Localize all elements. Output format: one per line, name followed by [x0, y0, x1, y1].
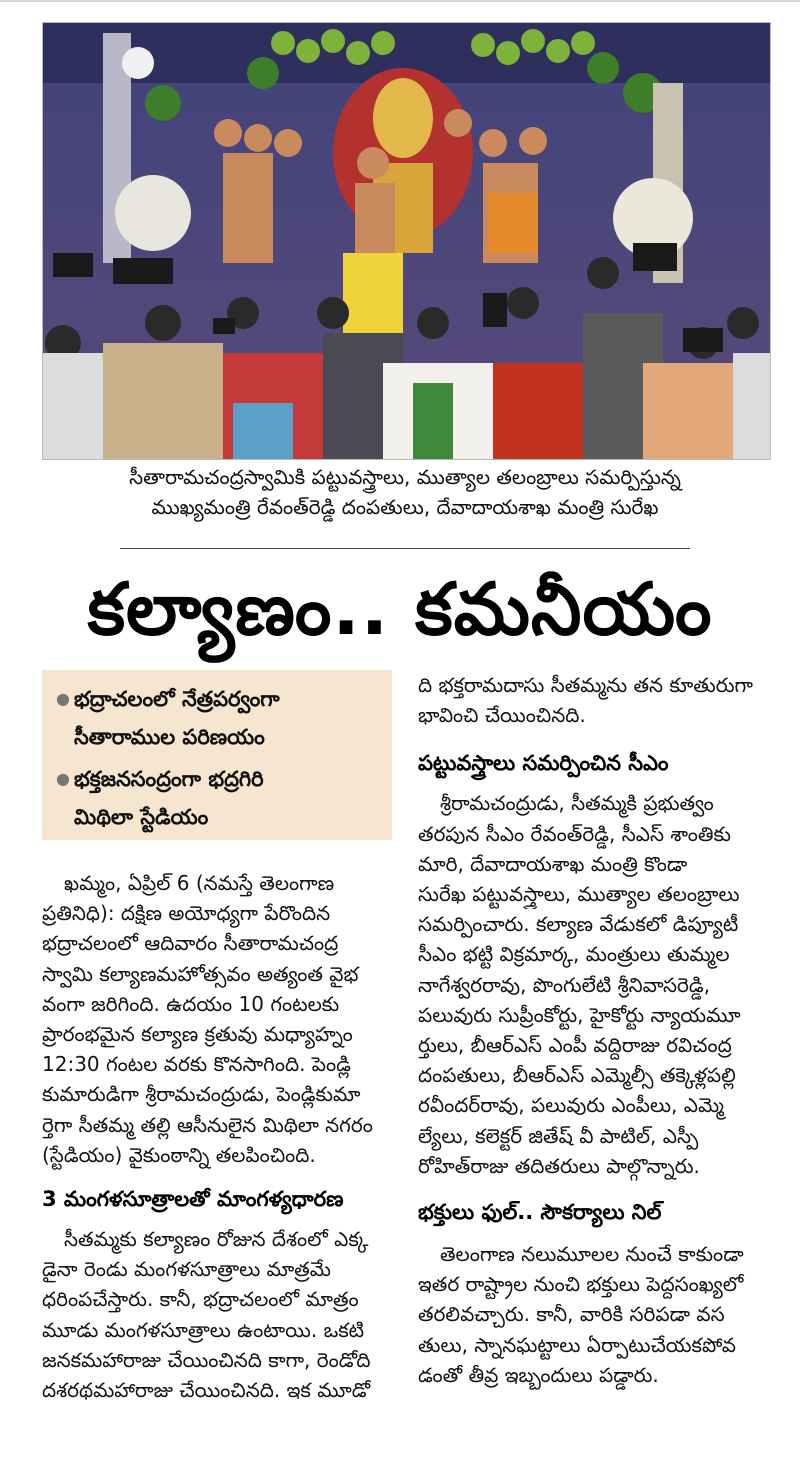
paragraph-3	[418, 788, 770, 1181]
highlight-line: భద్రాచలంలో నేత్రపర్వంగా	[74, 687, 280, 711]
bullet-icon: ●	[56, 769, 70, 788]
text-line: స్వామి కల్యాణమహోత్సవం అత్యంత వైభ	[42, 961, 359, 986]
text-line: నాగేశ్వరరావు, పొంగులేటి శ్రీనివాసరెడ్డి,	[418, 972, 711, 997]
text-line: మూడు మంగళసూత్రాలు ఉంటాయి. ఒకటి	[42, 1317, 365, 1342]
left-column	[42, 868, 394, 1405]
paragraph-continued	[418, 670, 770, 730]
text-line: డైనా రెండు మంగళసూత్రాలు మాత్రమే	[42, 1257, 331, 1282]
caption-divider	[120, 548, 690, 549]
photo-illustration	[43, 23, 770, 459]
highlight-line: సీతారాముల పరిణయం	[74, 725, 265, 749]
text-line: సీఎం భట్టి విక్రమార్క, మంత్రులు తుమ్మల	[418, 942, 730, 967]
subhead-silk-clothes: పట్టువస్త్రాలు సమర్పించిన సీఎం	[418, 751, 669, 776]
text-line: దశరథమహారాజు చేయించినది. ఇక మూడో	[42, 1378, 371, 1403]
text-line: ధరింపచేస్తారు. కానీ, భద్రాచలంలో మాత్రం	[42, 1287, 359, 1312]
paragraph-1	[42, 868, 394, 1170]
top-rule	[0, 0, 800, 2]
text-line: రోహిత్‌రాజు తదితరులు పాల్గొన్నారు.	[418, 1153, 700, 1178]
text-line: 12:30 గంటల వరకు కొనసాగింది. పెండ్లి	[42, 1052, 351, 1077]
text-line: తరలివచ్చారు. కానీ, వారికి సరిపడా వస	[418, 1302, 725, 1327]
text-line: శ్రీరామచంద్రుడు, సీతమ్మకి ప్రభుత్వం	[440, 791, 714, 816]
text-line: ర్తులు, బీఆర్ఎస్ ఎంపీ వద్దిరాజు రవిచంద్ర	[418, 1033, 732, 1058]
paragraph-4	[418, 1239, 770, 1390]
text-line: దంపతులు, బీఆర్ఎస్ ఎమ్మెల్సీ తక్కెళ్లపల్లి	[418, 1063, 736, 1088]
text-line: జనకమహారాజు చేయించినది కాగా, రెండోది	[42, 1347, 371, 1372]
headline: కల్యాణం.. కమనీయం	[87, 567, 713, 651]
subhead-devotees: భక్తులు ఫుల్.. సౌకర్యాలు నిల్	[418, 1200, 662, 1225]
text-line: ఖమ్మం, ఏప్రిల్ 6 (నమస్తే తెలంగాణ	[64, 871, 335, 895]
paragraph-2	[42, 1224, 394, 1405]
highlight-line: మిథిలా స్టేడియం	[74, 805, 209, 829]
text-line: కుమారుడిగా శ్రీరామచంద్రుడు, పెండ్లికుమా	[42, 1082, 361, 1107]
bullet-icon: ●	[56, 689, 70, 708]
text-line: ది భక్తరామదాసు సీతమ్మను తన కూతురుగా	[418, 673, 753, 697]
text-line: (స్టేడియం) వైకుంఠాన్ని తలపించింది.	[42, 1142, 316, 1167]
text-line: రవీందర్‌రావు, పలువురు ఎంపీలు, ఎమ్మె	[418, 1093, 724, 1118]
text-line: సమర్పించారు. కల్యాణ వేడుకలో డిప్యూటీ	[418, 912, 739, 937]
right-column	[418, 670, 770, 1390]
text-line: మారి, దేవాదాయశాఖ మంత్రి కొండా	[418, 851, 688, 876]
highlights-box	[42, 670, 392, 840]
text-line: పలువురు సుప్రీంకోర్టు, హైకోర్టు న్యాయమూ	[418, 1002, 741, 1027]
text-line: తెలంగాణ నలుమూలల నుంచే కాకుండా	[440, 1242, 744, 1267]
text-line: ప్రతినిధి): దక్షిణ అయోధ్యగా పేరొందిన	[42, 901, 331, 926]
text-line: సురేఖ పట్టువస్త్రాలు, ముత్యాల తలంబ్రాలు	[418, 882, 740, 907]
text-line: తరపున సీఎం రేవంత్‌రెడ్డి, సీఎస్ శాంతికు	[418, 821, 731, 846]
text-line: డంతో తీవ్ర ఇబ్బందులు పడ్డారు.	[418, 1362, 659, 1387]
photo-caption	[60, 462, 750, 522]
highlight-line: భక్తజనసంద్రంగా భద్రగిరి	[74, 767, 264, 791]
text-line: సీతమ్మకు కల్యాణం రోజున దేశంలో ఎక్క	[64, 1227, 369, 1252]
highlight-item	[56, 760, 382, 836]
text-line: ర్తెగా సీతమ్మ తల్లి ఆసీనులైన మిథిలా నగరం	[42, 1112, 373, 1137]
text-line: వంగా జరిగింది. ఉదయం 10 గంటలకు	[42, 991, 340, 1016]
caption-line-1: సీతారామచంద్రస్వామికి పట్టువస్త్రాలు, ముత్యాల తలంబ్రాలు సమర్పిస్తున్న	[129, 465, 681, 489]
text-line: భావించి చేయించినది.	[418, 703, 586, 728]
subhead-mangalsutra: 3 మంగళసూత్రాలతో మాంగళ్యధారణ	[42, 1187, 344, 1212]
text-line: తులు, స్నానఘట్టాలు ఏర్పాటుచేయకపోవ	[418, 1332, 736, 1357]
caption-line-2: ముఖ్యమంత్రి రేవంత్‌రెడ్డి దంపతులు, దేవాదాయశాఖ మంత్రి సురేఖ	[151, 495, 659, 519]
text-line: భద్రాచలంలో ఆదివారం సీతారామచంద్ర	[42, 931, 339, 956]
text-line: ఇతర రాష్ట్రాల నుంచి భక్తులు పెద్దసంఖ్యలో	[418, 1272, 744, 1297]
text-line: ల్యేలు, కలెక్టర్ జితేష్ వీ పాటిల్, ఎస్పీ	[418, 1123, 699, 1148]
highlight-item	[56, 680, 382, 756]
news-photo	[42, 22, 771, 460]
text-line: ప్రారంభమైన కల్యాణ క్రతువు మధ్యాహ్నం	[42, 1022, 353, 1047]
